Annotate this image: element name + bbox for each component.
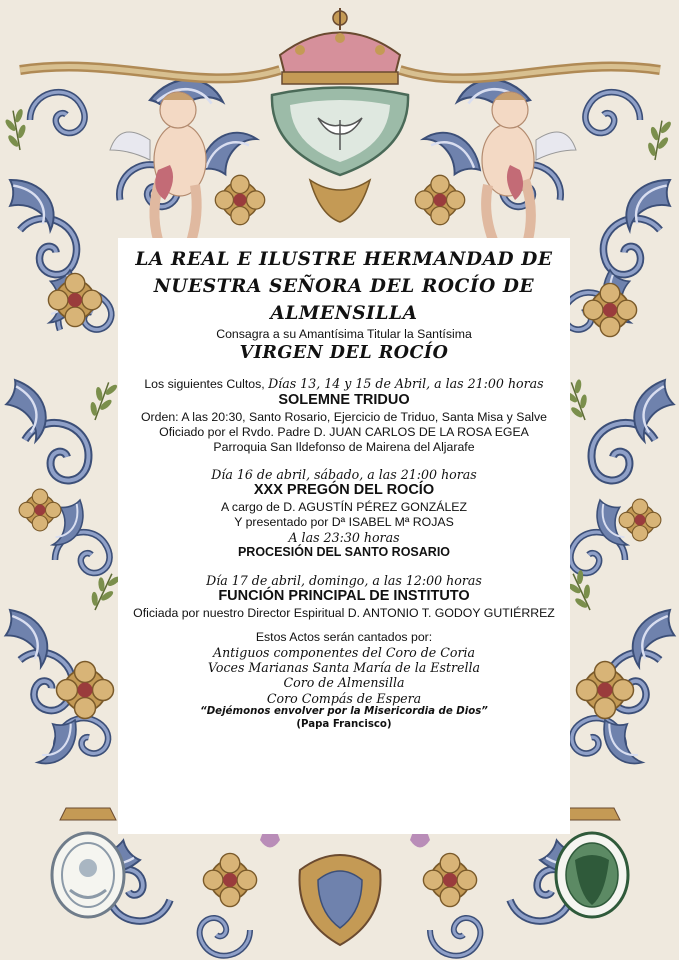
title-line-3: ALMENSILLA: [270, 303, 418, 324]
pregon-heading: XXX PREGÓN DEL ROCÍO: [253, 482, 435, 499]
virgen-title: VIRGEN DEL ROCÍO: [239, 343, 449, 363]
pregon-date: Día 16 de abril, sábado, a las 21:00 horas: [211, 467, 477, 483]
announcement: [108, 246, 580, 731]
triduo-parroquia: Parroquia San Ildefonso de Mairena del Aljarafe: [213, 440, 475, 455]
funcion-date: Día 17 de abril, domingo, a las 12:00 horas: [206, 572, 482, 588]
coro-item: Antiguos componentes del Coro de Coria: [212, 644, 476, 660]
coro-item: Voces Marianas Santa María de la Estrella: [207, 660, 481, 676]
triduo-intro-dates: Días 13, 14 y 15 de Abril, a las 21:00 horas: [268, 376, 544, 392]
quote-text: “Dejémonos envolver por la Misericordia de Dios”: [200, 706, 488, 718]
coro-item: Coro Compás de Espera: [266, 690, 422, 706]
pregon-presentado: Y presentado por Dª ISABEL Mª ROJAS: [234, 515, 454, 530]
triduo-orden: Orden: A las 20:30, Santo Rosario, Ejercicio de Triduo, Santa Misa y Salve: [140, 410, 547, 425]
coro-item: Coro de Almensilla: [283, 675, 405, 691]
triduo-oficiado: Oficiado por el Rvdo. Padre D. JUAN CARLOS DE LA ROSA EGEA: [159, 425, 529, 440]
quote-author: (Papa Francisco): [296, 718, 392, 730]
coros-intro: Estos Actos serán cantados por:: [255, 629, 433, 644]
funcion-oficiada: Oficiada por nuestro Director Espiritual D. ANTONIO T. GODOY GUTIÉRREZ: [133, 605, 555, 620]
title-line-2: NUESTRA SEÑORA DEL ROCÍO DE: [153, 276, 535, 297]
pregon-cargo: A cargo de D. AGUSTÍN PÉREZ GONZÁLEZ: [220, 500, 467, 515]
procesion-heading: PROCESIÓN DEL SANTO ROSARIO: [237, 545, 451, 560]
title-line-1: LA REAL E ILUSTRE HERMANDAD DE: [135, 249, 553, 270]
triduo-intro-plain: Los siguientes Cultos,: [144, 377, 269, 392]
triduo-heading: SOLEMNE TRIDUO: [278, 392, 410, 409]
triduo-intro: [108, 376, 580, 392]
consagra-line: Consagra a su Amantísima Titular la Santísima: [216, 327, 472, 341]
funcion-heading: FUNCIÓN PRINCIPAL DE INSTITUTO: [218, 588, 470, 605]
pregon-hora: A las 23:30 horas: [288, 530, 400, 546]
